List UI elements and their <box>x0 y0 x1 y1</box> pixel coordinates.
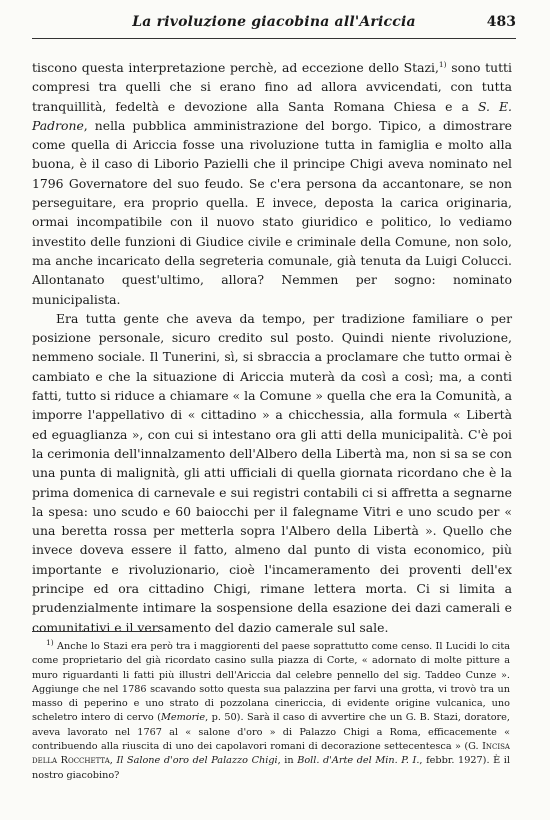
italic-text: S. E. Padrone <box>32 98 512 133</box>
text-run: Anche lo Stazi era però tra i maggiorenti del paese soprattutto come censo. Il Lucidi lo cita come proprietario del già ricordato casino sulla piazza di Corte, « adornato di molte pitture a muro riguardanti li fatti più illustri dell'Ariccia dal celebre pennello del sig. Taddeo Cunze ». Aggiunge che nel 1786 scavando sotto questa sua palazzina per farvi una grotta, vi trovò tra un masso di peperino e uno strato di pozzolana cinericcia, di evidente origine vulcanica, uno scheletro intero di cervo ( <box>32 641 510 724</box>
italic-text: Il Salone d'oro del Palazzo Chigi <box>116 755 278 767</box>
text-run: , nella pubblica amministrazione del borgo. Tipico, a dimostrare come quella di Ariccia fosse una rivoluzione tutta in famiglia e molto alla buona, è il caso di Liborio Pazielli che il principe Chigi aveva nominato nel 1796 Governatore del suo feudo. Se c'era persona da accantonare, se non perseguitare, era proprio quella. E invece, deposta la carica originaria, ormai incompatibile con il nuovo stato giuridico e politico, lo vediamo investito delle funzioni di Giudice civile e criminale della Comune, non solo, ma anche incaricato della segreteria comunale, già tenuta da Luigi Colucci. Allontanato quest'ultimo, allora? Nemmen per sogno: nominato municipalista. <box>32 117 512 307</box>
footnote-marker: 1) <box>46 637 54 647</box>
footnote <box>32 637 510 783</box>
footnote-rule <box>32 631 160 632</box>
paragraph-1 <box>32 58 512 309</box>
text-run: , in <box>277 755 298 767</box>
header-rule <box>32 38 516 39</box>
text-run: , febbr. 1927). È il nostro giacobino? <box>32 755 510 781</box>
text-run: sono tutti compresi tra quelli che si erano fino ad allora avvicendati, con tutta tranquillità, fedeltà e devozione alla Santa Romana Chiesa e a <box>32 60 512 114</box>
text-run: tiscono questa interpretazione perchè, ad eccezione dello Stazi, <box>32 60 439 75</box>
main-text <box>32 58 512 637</box>
page-header <box>32 14 516 38</box>
running-title: La rivoluzione giacobina all'Ariccia <box>132 14 416 30</box>
paragraph-2: Era tutta gente che aveva da tempo, per tradizione familiare o per posizione personale, sicuro credito sul posto. Quindi niente rivoluzione, nemmeno sociale. Il Tunerini, sì, si sbraccia a proclamare che tutto ormai è cambiato e che la situazione di Ariccia muterà da così a così; ma, a conti fatti, tutto si riduce a chiamare « la Comune » quella che era la Comunità, a imporre l'appellativo di « cittadino » a chicchessia, alla formula « Libertà ed eguaglianza », con cui si intestano ora gli atti della municipalità. C'è poi la cerimonia dell'innalzamento dell'Albero della Libertà ma, non si sa se con una punta di malignità, gli atti ufficiali di quella giornata ricordano che è la prima domenica di carnevale e sui registri contabili ci si affretta a segnarne la spesa: uno scudo e 60 baiocchi per il falegname Vitri e uno scudo per « una beretta rossa per metterla sopra l'Albero della Libertà ». Quello che invece doveva essere il fatto, almeno dal punto di vista economico, più importante e rivoluzionario, cioè l'incameramento dei proventi dell'ex principe ed ora cittadino Chigi, rimane lettera morta. Ci si limita a prudenzialmente intimare la sospensione della esazione dei dazi camerali e comunitativi e il versamento del dazio camerale sul sale. <box>32 310 512 635</box>
footnote-1 <box>32 637 510 783</box>
page-number: 483 <box>486 14 516 30</box>
italic-text: Memorie <box>160 712 206 724</box>
footnote-reference: 1) <box>438 59 447 69</box>
text-run: , p. 50). Sarà il caso di avvertire che un G. B. Stazi, doratore, aveva lavorato nel 1767 al « salone d'oro » di Palazzo Chigi a Roma, efficacemente « contribuendo alla riuscita di uno dei capolavori romani di decorazione settecentesca » (G. <box>32 712 510 753</box>
italic-text: Boll. d'Arte del Min. P. I. <box>297 755 420 767</box>
author-name: Incisa della Rocchetta <box>32 741 510 767</box>
text-run: , <box>109 755 117 767</box>
